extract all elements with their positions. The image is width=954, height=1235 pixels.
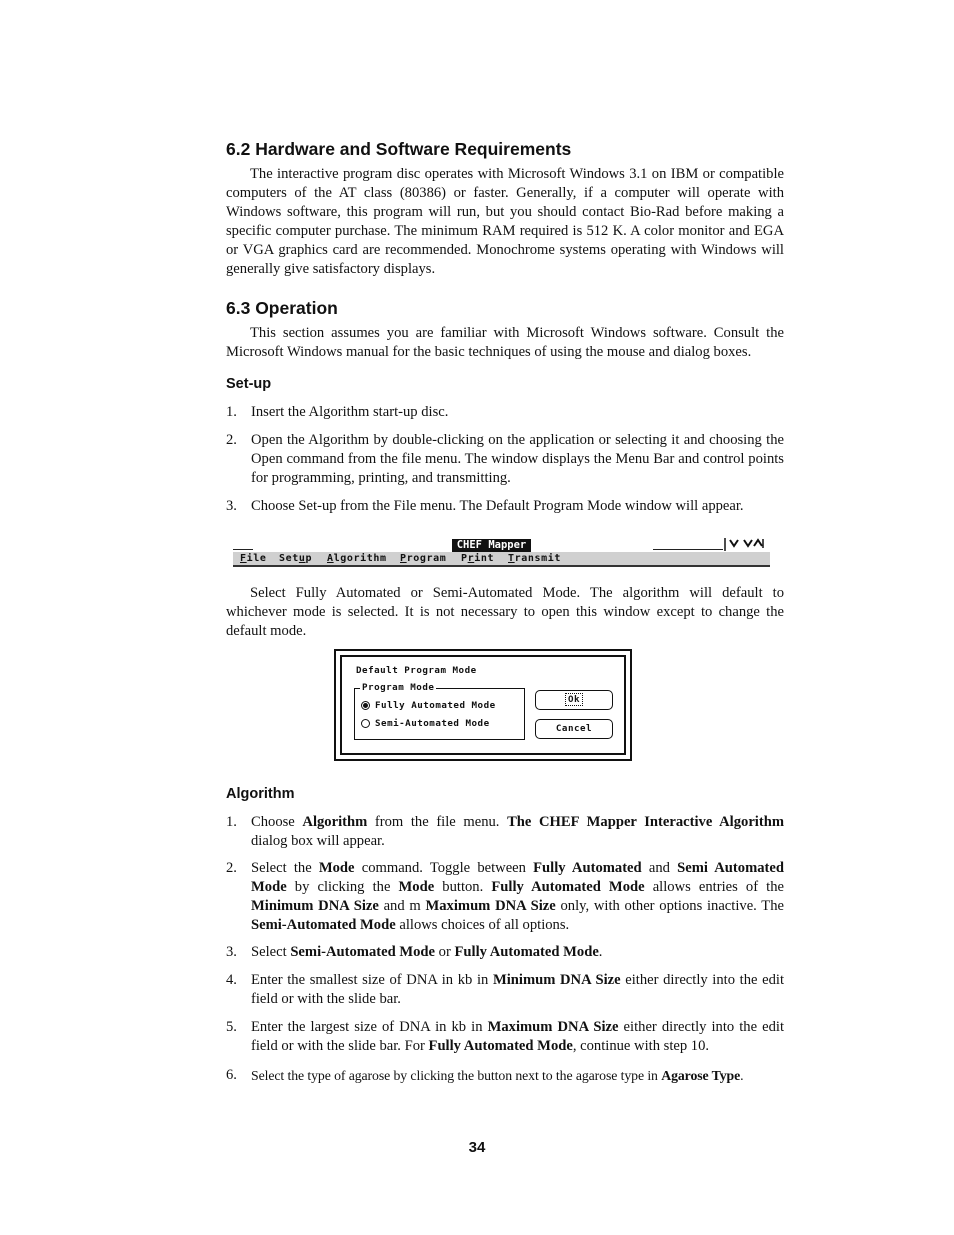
list-text: Insert the Algorithm start-up disc. [251, 404, 449, 420]
subheading-setup: Set-up [226, 376, 272, 392]
list-number: 3. [226, 944, 237, 960]
section-heading-operation: 6.3 Operation [226, 298, 338, 318]
divider [653, 549, 723, 550]
dialog-title: Default Program Mode [356, 665, 477, 676]
divider [233, 549, 253, 550]
menu-item-algorithm[interactable]: Algorithm [327, 553, 387, 564]
radio-unselected-icon[interactable] [361, 719, 370, 728]
setup-after-paragraph: Select Fully Automated or Semi-Automated Mode. The algorithm will default to whichever mode is selected. It is not necessary to open this window except to change the default mode. [226, 585, 784, 639]
radio-label: Semi-Automated Mode [375, 718, 490, 729]
list-text: Select the Mode command. Toggle between Fully Automated and Semi Automated Mode by clicking the Mode button. Fully Automated Mode allows entries of the Minimum DNA Size and m Maximum DNA Size only, with other options inactive. The Semi-Automated Mode allows choices of all options. [251, 860, 784, 933]
section-heading-hardware: 6.2 Hardware and Software Requirements [226, 139, 572, 159]
list-text: Select the type of agarose by clicking the button next to the agarose type in Agarose Type. [251, 1068, 744, 1083]
list-text: Enter the largest size of DNA in kb in Maximum DNA Size either directly into the edit field or with the slide bar. For Fully Automated Mode, continue with step 10. [251, 1019, 785, 1054]
program-mode-group [354, 682, 525, 740]
menu-item-setup[interactable]: Setup [279, 553, 313, 564]
menu-item-program[interactable]: Program [400, 553, 447, 564]
cancel-button[interactable] [535, 719, 613, 739]
ok-button[interactable] [535, 690, 613, 710]
hardware-paragraph: The interactive program disc operates with Microsoft Windows 3.1 on IBM or compatible computers of the AT class (80386) or faster. Generally, if a computer will operate with Windows software, this program will run, but you should contact Bio-Rad before making a specific computer purchase. The minimum RAM required is 512 K. A color monitor and EGA or VGA graphics card are recommended. Monochrome systems operating with Windows will generally give satisfactory displays. [226, 166, 784, 277]
list-number: 2. [226, 860, 237, 876]
ok-label: Ok [565, 693, 583, 706]
subheading-algorithm: Algorithm [226, 786, 295, 802]
window-title: CHEF Mapper [452, 539, 531, 552]
cancel-label: Cancel [555, 723, 593, 734]
radio-selected-icon[interactable] [361, 701, 370, 710]
group-label: Program Mode [362, 682, 435, 693]
list-text: Select Semi-Automated Mode or Fully Automated Mode. [251, 944, 603, 960]
list-text: Enter the smallest size of DNA in kb in Minimum DNA Size either directly into the edit field or with the slide bar. [251, 972, 785, 1007]
radio-semi-automated[interactable] [361, 718, 490, 729]
radio-fully-automated[interactable] [361, 700, 496, 711]
list-text: Choose Algorithm from the file menu. The CHEF Mapper Interactive Algorithm dialog box will appear. [251, 814, 784, 849]
list-number: 4. [226, 972, 237, 988]
list-text: Choose Set-up from the File menu. The Default Program Mode window will appear. [251, 498, 744, 514]
window-controls-icon[interactable] [724, 537, 768, 552]
dialog-frame [340, 655, 626, 755]
list-number: 2. [226, 432, 237, 448]
radio-label: Fully Automated Mode [375, 700, 496, 711]
menu-item-file[interactable]: File [240, 553, 267, 564]
list-number: 3. [226, 498, 237, 514]
menu-item-transmit[interactable]: Transmit [508, 553, 561, 564]
list-number: 1. [226, 814, 237, 830]
page-number: 34 [468, 1139, 486, 1156]
menu-bar-figure [233, 537, 770, 567]
list-number: 1. [226, 404, 237, 420]
menu-strip [233, 552, 770, 567]
menu-item-print[interactable]: Print [461, 553, 495, 564]
list-number: 5. [226, 1019, 237, 1035]
list-number: 6. [226, 1067, 237, 1083]
default-program-mode-dialog [334, 649, 632, 761]
operation-paragraph: This section assumes you are familiar with Microsoft Windows software. Consult the Microsoft Windows manual for the basic techniques of using the mouse and dialog boxes. [226, 325, 784, 360]
list-text: Open the Algorithm by double-clicking on the application or selecting it and choosing the Open command from the file menu. The window displays the Menu Bar and control points for programming, printing, and transmitting. [251, 432, 784, 486]
